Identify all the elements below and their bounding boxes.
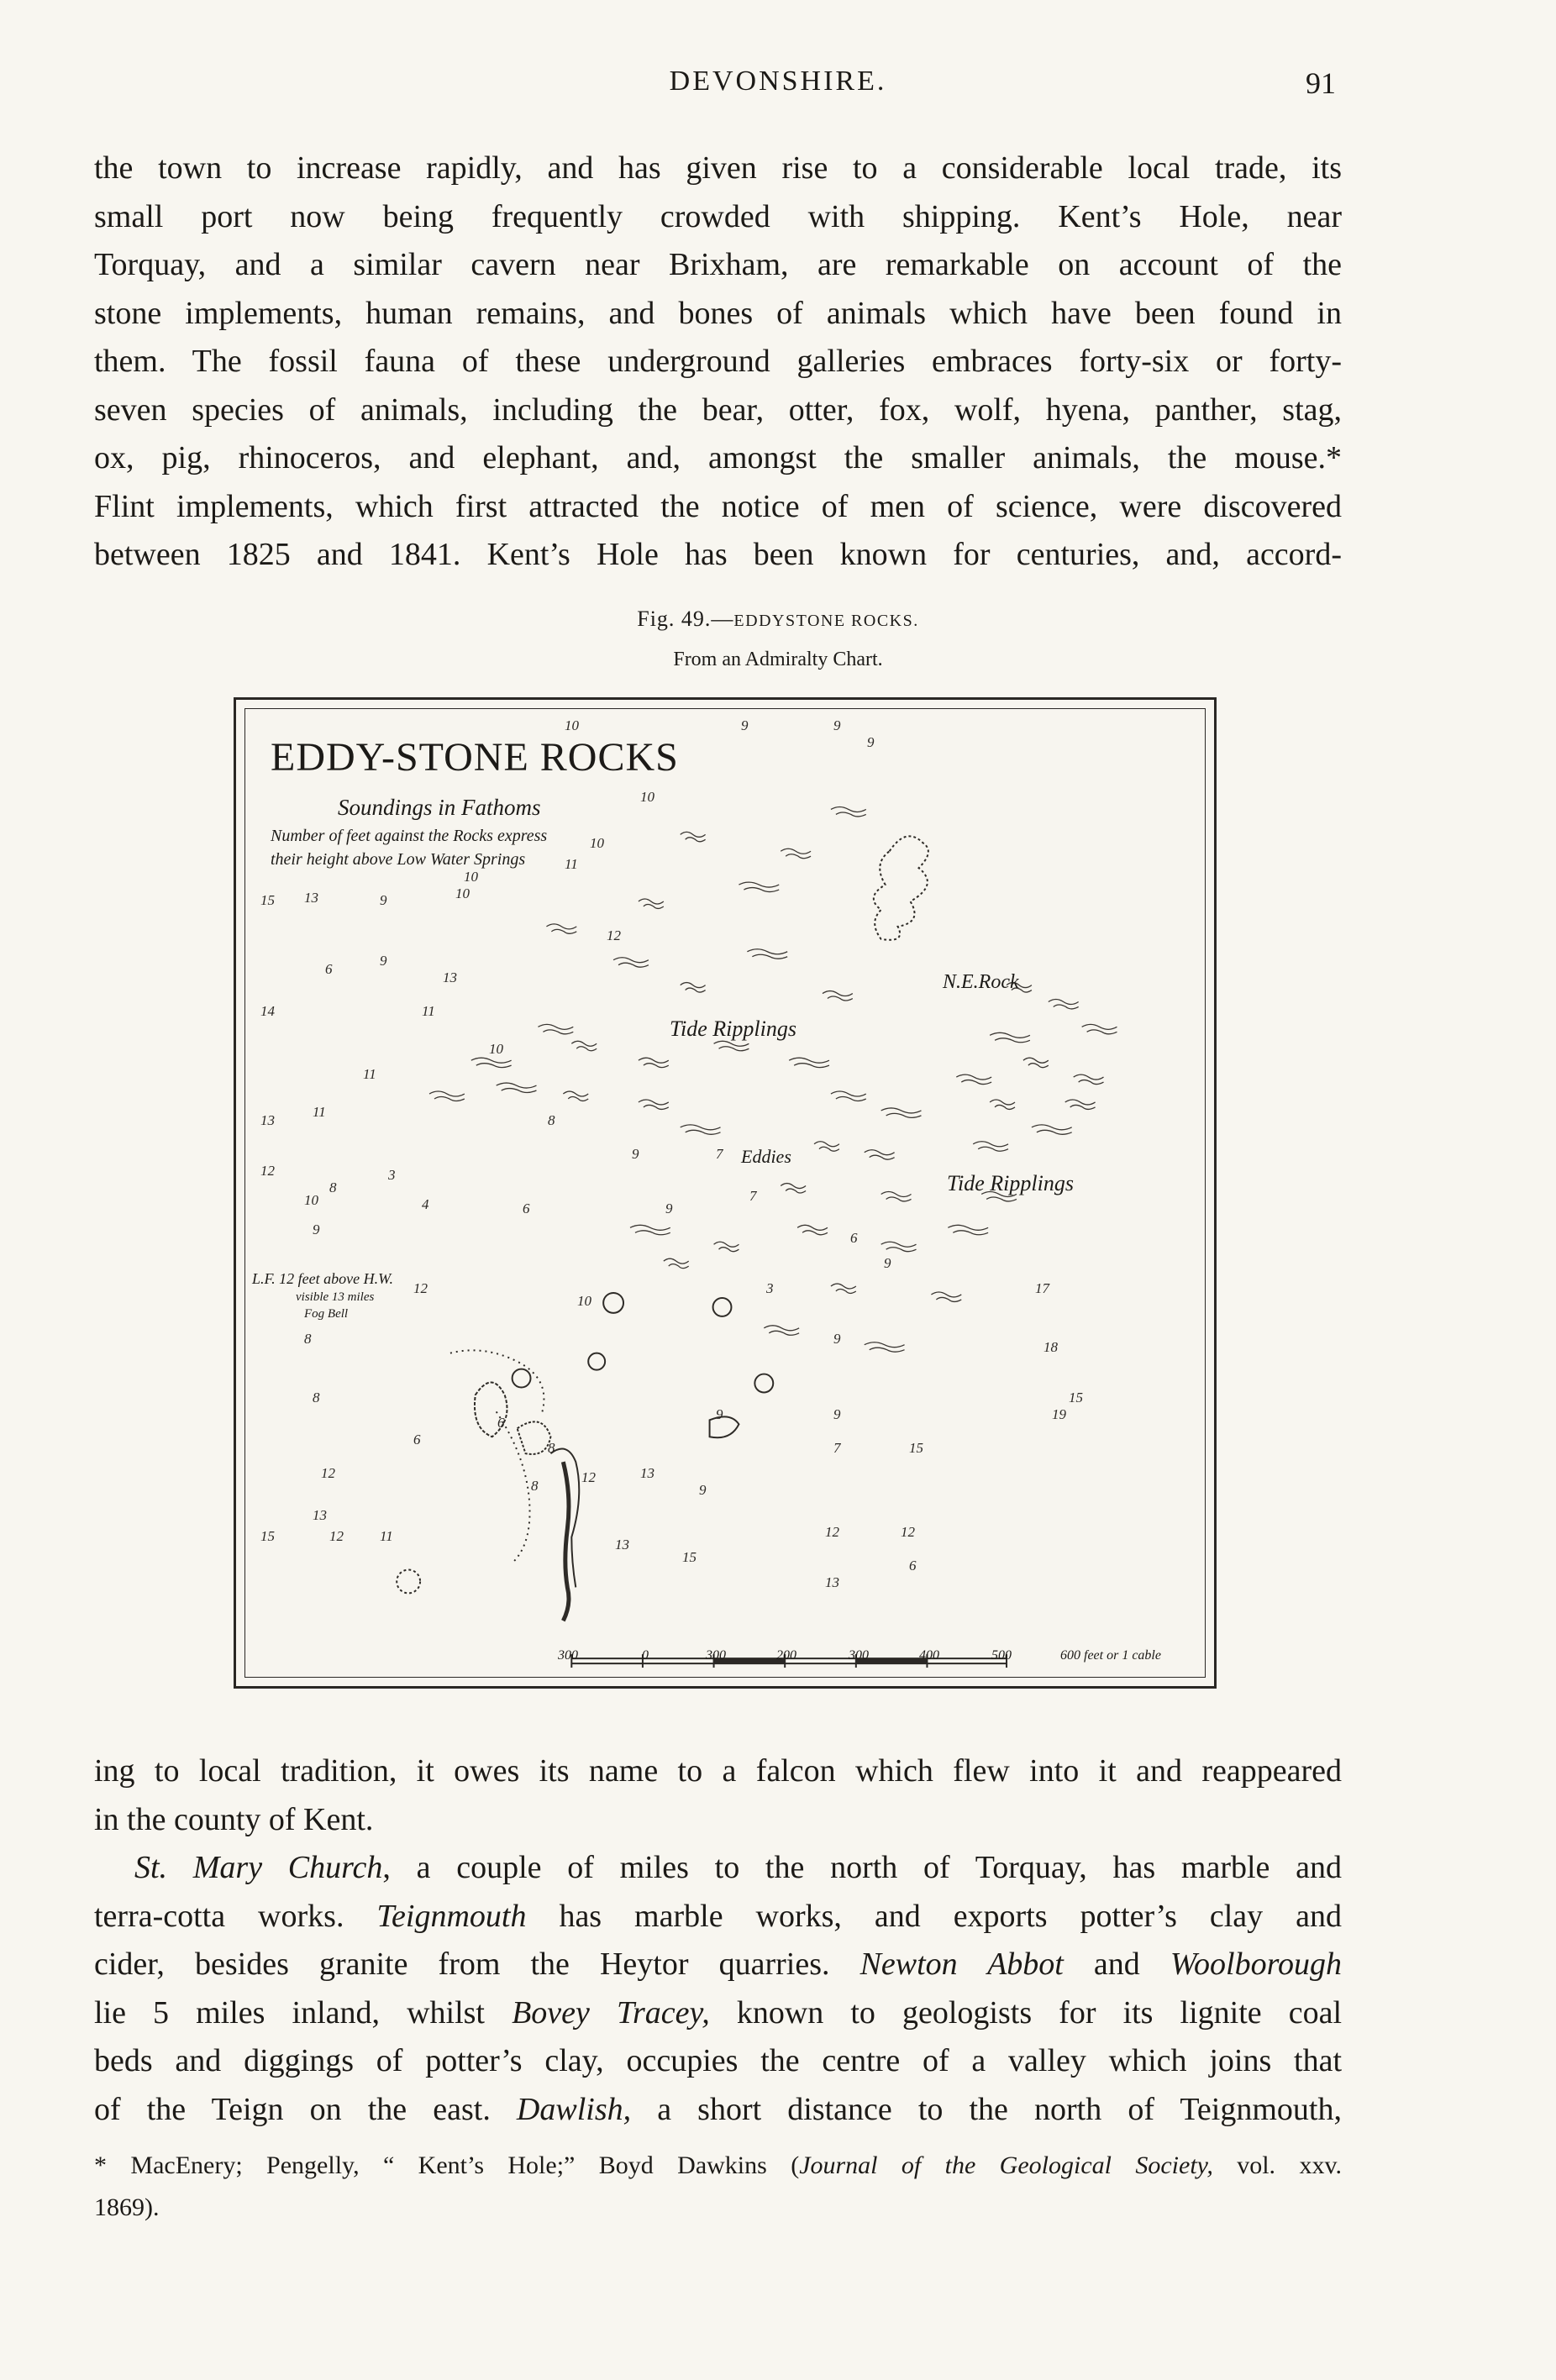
depth-sounding: 8	[548, 1112, 555, 1128]
depth-sounding: 15	[1069, 1390, 1083, 1405]
depth-sounding: 9	[833, 1406, 841, 1422]
depth-sounding: 9	[380, 892, 387, 908]
depth-sounding: 13	[825, 1574, 839, 1590]
depth-sounding: 10	[590, 835, 604, 851]
depth-sounding: 6	[497, 1415, 505, 1431]
depth-sounding: 9	[867, 734, 875, 750]
water-ripple	[990, 1032, 1030, 1042]
depth-sounding: 11	[565, 856, 578, 872]
water-ripples	[429, 806, 1117, 1352]
depth-sounding: 10	[577, 1293, 591, 1309]
chart-subtitle: Soundings in Fathoms	[338, 795, 541, 820]
text-run: beds and diggings of potter’s clay, occupies the centre of a valley which joins that	[94, 2043, 1342, 2078]
text-run: a short distance to the north of Teignmouth,	[631, 2091, 1342, 2127]
water-ripple	[823, 991, 853, 1001]
whirl-mark	[603, 1293, 623, 1313]
fog-bell-label: Fog Bell	[304, 1307, 349, 1321]
chart-inner-border	[244, 708, 1206, 1678]
depth-sounding: 14	[260, 1003, 275, 1019]
water-ripple	[538, 1024, 573, 1033]
figure-title: EDDYSTONE ROCKS.	[733, 612, 919, 630]
eddies-label: Eddies	[741, 1146, 791, 1167]
depth-sounding: 17	[1035, 1280, 1049, 1296]
east-rock	[710, 1416, 739, 1437]
text-run: , a couple of miles to the north of Torquay, has marble and	[382, 1850, 1342, 1885]
text-run: of the Teign on the east.	[94, 2091, 517, 2127]
text-line: them. The fossil fauna of these underground galleries embraces forty-six or forty-	[94, 344, 1342, 379]
water-ripple	[1032, 1125, 1072, 1134]
depth-sounding: 15	[909, 1440, 923, 1456]
paragraph-bottom	[94, 1844, 1342, 2134]
text-line	[94, 1893, 1342, 1941]
water-ripple	[639, 1058, 669, 1067]
footnote-journal: Journal of the Geological Society,	[799, 2151, 1213, 2179]
place-name: St. Mary Church	[134, 1850, 383, 1885]
water-ripple	[865, 1150, 895, 1159]
place-name: Newton Abbot	[859, 1947, 1064, 1982]
whirl-mark	[713, 1298, 732, 1316]
depth-sounding: 18	[1043, 1339, 1058, 1355]
water-ripple	[639, 1100, 669, 1109]
depth-sounding: 9	[833, 717, 841, 733]
depth-sounding: 13	[313, 1507, 327, 1523]
depth-sounding: 9	[741, 717, 749, 733]
footnote-line	[94, 2145, 1342, 2187]
depth-sounding: 12	[260, 1163, 275, 1179]
depth-sounding: 9	[699, 1482, 707, 1498]
footnote-line: 1869).	[94, 2193, 160, 2221]
ne-rock-cluster	[874, 836, 928, 939]
water-ripple	[1049, 1000, 1079, 1009]
whirl-mark	[513, 1369, 531, 1388]
water-ripple	[789, 1058, 829, 1067]
depth-sounding: 8	[313, 1390, 320, 1405]
depth-sounding: 15	[260, 1528, 275, 1544]
water-ripple	[497, 1083, 537, 1092]
water-ripple	[831, 1091, 866, 1101]
depth-sounding: 13	[443, 969, 457, 985]
water-ripple	[881, 1108, 922, 1117]
depth-sounding: 10	[489, 1041, 503, 1057]
whirl-mark	[754, 1374, 773, 1393]
water-ripple	[973, 1142, 1008, 1151]
water-ripple	[881, 1192, 912, 1201]
chart-note: Number of feet against the Rocks express	[271, 827, 548, 845]
text-line	[94, 1844, 1342, 1893]
water-ripple	[613, 958, 649, 967]
depth-sounding: 12	[413, 1280, 428, 1296]
depth-sounding: 11	[380, 1528, 393, 1544]
place-name: Teignmouth	[376, 1898, 527, 1934]
text-run: and	[1063, 1947, 1170, 1982]
depth-sounding: 8	[304, 1331, 312, 1347]
depth-sounding: 12	[581, 1469, 596, 1485]
depth-sounding: 13	[615, 1537, 629, 1553]
text-line: seven species of animals, including the bear, otter, fox, wolf, hyena, panther, stag,	[94, 391, 1342, 428]
scale-tick-label: 400	[919, 1648, 939, 1663]
tide-ripplings-label: Tide Ripplings	[670, 1017, 796, 1041]
text-line: stone implements, human remains, and bones of animals which have been found in	[94, 295, 1342, 331]
water-ripple	[990, 1100, 1015, 1109]
water-ripple	[681, 832, 706, 841]
depth-sounding: 10	[464, 869, 478, 885]
text-run: terra-cotta works.	[94, 1898, 377, 1934]
scale-tick-label: 0	[642, 1648, 649, 1663]
depth-sounding: 3	[388, 1167, 396, 1183]
lighthouse-label: L.F. 12 feet above H.W.	[252, 1270, 393, 1287]
text-line	[94, 1989, 1342, 2038]
depth-sounding: 6	[413, 1432, 421, 1447]
chart-note: their height above Low Water Springs	[271, 850, 526, 869]
depth-sounding: 7	[716, 1146, 723, 1162]
middle-rock	[518, 1421, 551, 1454]
depth-sounding: 9	[380, 953, 387, 969]
depth-sounding: 9	[632, 1146, 639, 1162]
water-ripple	[471, 1058, 512, 1067]
depth-sounding: 9	[833, 1331, 841, 1347]
water-ripple	[571, 1041, 597, 1050]
depth-sounding: 13	[304, 890, 318, 906]
rock-mark	[397, 1570, 420, 1594]
water-ripple	[948, 1225, 988, 1234]
admiralty-chart-figure	[234, 697, 1217, 1689]
text-line: in the county of Kent.	[94, 1801, 374, 1837]
scale-tick-label: 500	[991, 1648, 1012, 1663]
water-ripple	[747, 949, 787, 959]
main-reef	[563, 1462, 569, 1621]
water-ripple	[681, 1125, 721, 1134]
water-ripple	[1023, 1058, 1049, 1067]
water-ripple	[563, 1091, 588, 1101]
text-line	[94, 1941, 1342, 1989]
whirl-mark	[588, 1353, 605, 1370]
water-ripple	[714, 1242, 739, 1251]
depth-sounding: 3	[766, 1280, 774, 1296]
depth-sounding: 15	[682, 1549, 697, 1565]
water-ripple	[1082, 1024, 1117, 1033]
water-ripple	[739, 882, 779, 891]
depth-sounding: 6	[325, 961, 333, 977]
depth-sounding: 10	[565, 717, 579, 733]
chart-title: EDDY-STONE ROCKS	[271, 735, 679, 780]
text-line	[94, 2037, 1342, 2086]
depth-sounding: 12	[901, 1524, 915, 1540]
text-line: between 1825 and 1841. Kent’s Hole has been known for centuries, and, accord-	[94, 537, 1342, 572]
text-run: cider, besides granite from the Heytor quarries.	[94, 1947, 860, 1982]
depth-sounding: 9	[884, 1255, 891, 1271]
ne-rock-label: N.E.Rock	[943, 971, 1019, 993]
scale-tick-label: 300	[706, 1648, 726, 1663]
figure-caption	[0, 607, 1556, 632]
scale-tick-label: 300	[558, 1648, 578, 1663]
water-ripple	[664, 1258, 689, 1268]
depth-sounding: 8	[548, 1440, 555, 1456]
depth-sounding: 12	[607, 927, 621, 943]
figure-label: Fig. 49.—	[637, 607, 734, 631]
text-line: ox, pig, rhinoceros, and elephant, and, amongst the smaller animals, the mouse.*	[94, 440, 1342, 475]
depth-sounding: 10	[455, 885, 470, 901]
depth-sounding: 13	[260, 1112, 275, 1128]
water-ripple	[956, 1074, 991, 1084]
water-ripple	[1065, 1100, 1096, 1109]
text-line: Torquay, and a similar cavern near Brixham, are remarkable on account of the	[94, 247, 1342, 282]
text-line: small port now being frequently crowded with shipping. Kent’s Hole, near	[94, 198, 1342, 234]
figure-source: From an Admiralty Chart.	[673, 649, 883, 670]
water-ripple	[546, 924, 576, 933]
depth-sounding: 8	[531, 1478, 539, 1494]
text-line: Flint implements, which first attracted the notice of men of science, were discovered	[94, 488, 1342, 524]
depth-sounding: 7	[833, 1440, 841, 1456]
depth-sounding: 11	[422, 1003, 435, 1019]
depth-sounding: 15	[260, 892, 275, 908]
water-ripple	[865, 1342, 905, 1352]
water-ripple	[1074, 1074, 1104, 1084]
text-line: ing to local tradition, it owes its name to a falcon which flew into it and reappeared	[94, 1753, 1342, 1789]
depth-sounding: 9	[665, 1201, 673, 1216]
footnote-text: * MacEnery; Pengelly, “ Kent’s Hole;” Boyd Dawkins (	[94, 2151, 800, 2179]
water-ripple	[714, 1041, 749, 1050]
water-ripple	[781, 1184, 806, 1193]
depth-sounding: 10	[640, 789, 654, 805]
depth-sounding: 11	[313, 1104, 326, 1120]
tide-ripplings-label: Tide Ripplings	[947, 1171, 1074, 1195]
depth-sounding: 10	[304, 1192, 318, 1208]
scale-tick-label: 300	[849, 1648, 869, 1663]
place-name: Woolborough	[1170, 1947, 1342, 1982]
depth-sounding: 11	[363, 1066, 376, 1082]
water-ripple	[831, 806, 866, 816]
text-run: known to geologists for its lignite coal	[709, 1994, 1342, 2031]
depth-sounding: 7	[749, 1188, 757, 1204]
text-run: lie 5 miles inland, whilst	[94, 1994, 513, 2031]
depth-sounding: 9	[313, 1222, 320, 1237]
depth-sounding: 6	[523, 1201, 530, 1216]
paragraph-middle	[94, 1747, 1342, 1844]
depth-sounding: 19	[1052, 1406, 1066, 1422]
depth-sounding: 8	[329, 1179, 337, 1195]
depth-sounding: 12	[321, 1465, 335, 1481]
running-title: DEVONSHIRE.	[669, 66, 887, 97]
depth-sounding: 13	[640, 1465, 654, 1481]
page-number: 91	[1306, 66, 1336, 100]
place-name: Dawlish,	[516, 2091, 632, 2127]
water-ripple	[681, 983, 706, 992]
water-ripple	[814, 1142, 839, 1151]
depth-sounding: 6	[909, 1558, 917, 1574]
place-name: Bovey Tracey,	[512, 1994, 710, 2031]
depth-sounding: 12	[825, 1524, 839, 1540]
text-run: has marble works, and exports potter’s clay and	[526, 1898, 1342, 1934]
scale-tick-label: 200	[776, 1648, 796, 1663]
paragraph-top	[94, 144, 1342, 580]
running-header	[0, 66, 1556, 116]
water-ripple	[630, 1225, 670, 1234]
dotted-shoal	[497, 1411, 530, 1562]
text-line: the town to increase rapidly, and has given rise to a considerable local trade, its	[94, 150, 1342, 186]
footnote	[94, 2145, 1342, 2229]
scale-tick-label: 600 feet or 1 cable	[1060, 1648, 1161, 1663]
visible-range-label: visible 13 miles	[296, 1290, 375, 1304]
water-ripple	[831, 1284, 856, 1293]
water-ripple	[881, 1242, 917, 1251]
water-ripple	[639, 899, 664, 908]
depth-sounding: 9	[716, 1406, 723, 1422]
depth-sounding: 4	[422, 1196, 429, 1212]
rock-clusters	[397, 836, 928, 1621]
water-ripple	[764, 1326, 799, 1335]
water-ripple	[429, 1091, 465, 1101]
depth-sounding: 6	[850, 1230, 858, 1246]
text-line	[94, 2086, 1342, 2135]
depth-sounding: 12	[329, 1528, 344, 1544]
water-ripple	[797, 1225, 828, 1234]
footnote-text: vol. xxv.	[1212, 2151, 1342, 2179]
water-ripple	[781, 848, 811, 858]
water-ripple	[931, 1292, 961, 1301]
